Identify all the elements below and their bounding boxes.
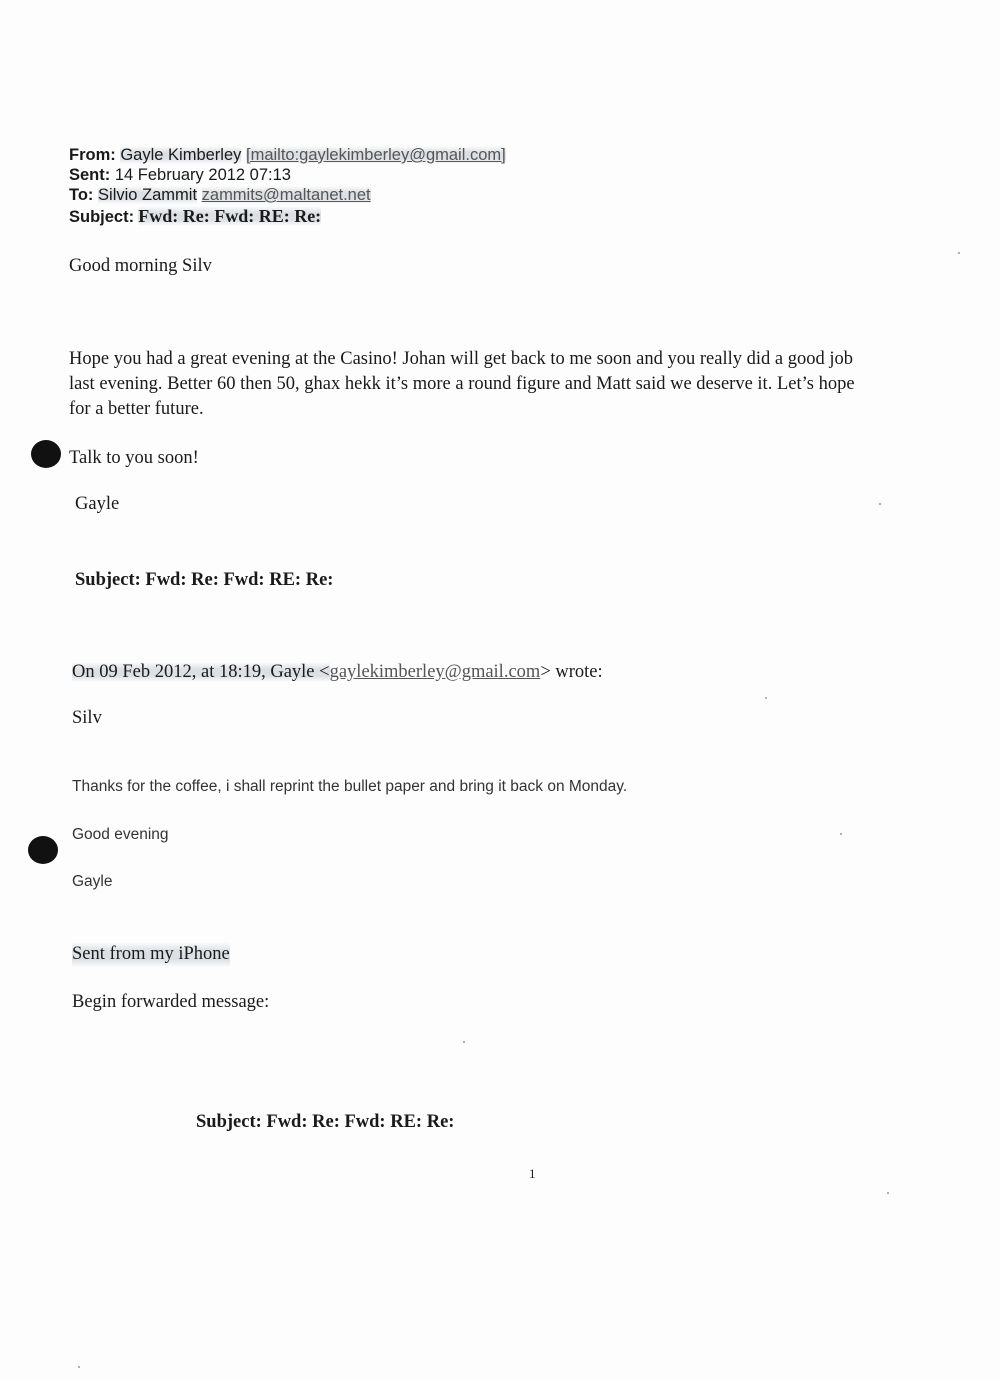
attribution-prefix: On 09 Feb 2012, at 18:19, Gayle < [72, 662, 330, 682]
scan-speck [463, 1041, 465, 1043]
scan-speck [887, 1192, 889, 1194]
sent-from-line: Sent from my iPhone [72, 942, 230, 967]
redaction-dot [28, 836, 58, 864]
sent-value: 14 February 2012 07:13 [114, 166, 291, 184]
bottom-subject: Subject: Fwd: Re: Fwd: RE: Re: [196, 1112, 455, 1132]
from-name: Gayle Kimberley [120, 146, 242, 164]
header-from-line [69, 145, 506, 165]
to-name: Silvio Zammit [98, 186, 198, 204]
message-paragraph-line-1: Hope you had a great evening at the Casino! Johan will get back to me soon and you really did a good job [69, 349, 854, 369]
page-number: 1 [529, 1166, 536, 1181]
scan-speck [879, 503, 881, 505]
signature: Gayle [75, 494, 120, 514]
attribution-email-link[interactable]: gaylekimberley@gmail.com [329, 662, 541, 682]
message-paragraph-line-3: for a better future. [69, 399, 204, 419]
reply-greeting: Silv [72, 708, 102, 728]
to-label: To: [69, 186, 94, 204]
scan-speck [958, 252, 960, 254]
subject-label: Subject: [69, 208, 135, 226]
reply-signature: Gayle [72, 873, 113, 890]
attribution-line [72, 660, 603, 685]
greeting: Good morning Silv [69, 256, 212, 276]
scan-speck [840, 833, 842, 835]
sent-label: Sent: [69, 166, 111, 184]
to-email-link[interactable]: zammits@maltanet.net [201, 186, 371, 204]
from-label: From: [69, 146, 116, 164]
closing: Talk to you soon! [69, 448, 199, 468]
reply-body: Thanks for the coffee, i shall reprint the bullet paper and bring it back on Monday. [72, 778, 628, 795]
from-email-link[interactable]: [mailto:gaylekimberley@gmail.com] [245, 146, 506, 164]
scan-speck [78, 1366, 80, 1368]
begin-forwarded-line: Begin forwarded message: [72, 992, 270, 1012]
header-to-line [69, 185, 371, 205]
header-sent-line [69, 165, 291, 185]
message-paragraph-line-2: last evening. Better 60 then 50, ghax hekk it’s more a round figure and Matt said we deserve it. Let’s hope [69, 374, 855, 394]
attribution-suffix: > wrote: [540, 662, 603, 682]
subject-value: Fwd: Re: Fwd: RE: Re: [138, 206, 322, 226]
forward-subject: Subject: Fwd: Re: Fwd: RE: Re: [75, 570, 334, 590]
reply-closing: Good evening [72, 826, 169, 843]
redaction-dot [31, 440, 61, 468]
header-subject-line [69, 206, 321, 227]
scan-speck [765, 697, 767, 699]
